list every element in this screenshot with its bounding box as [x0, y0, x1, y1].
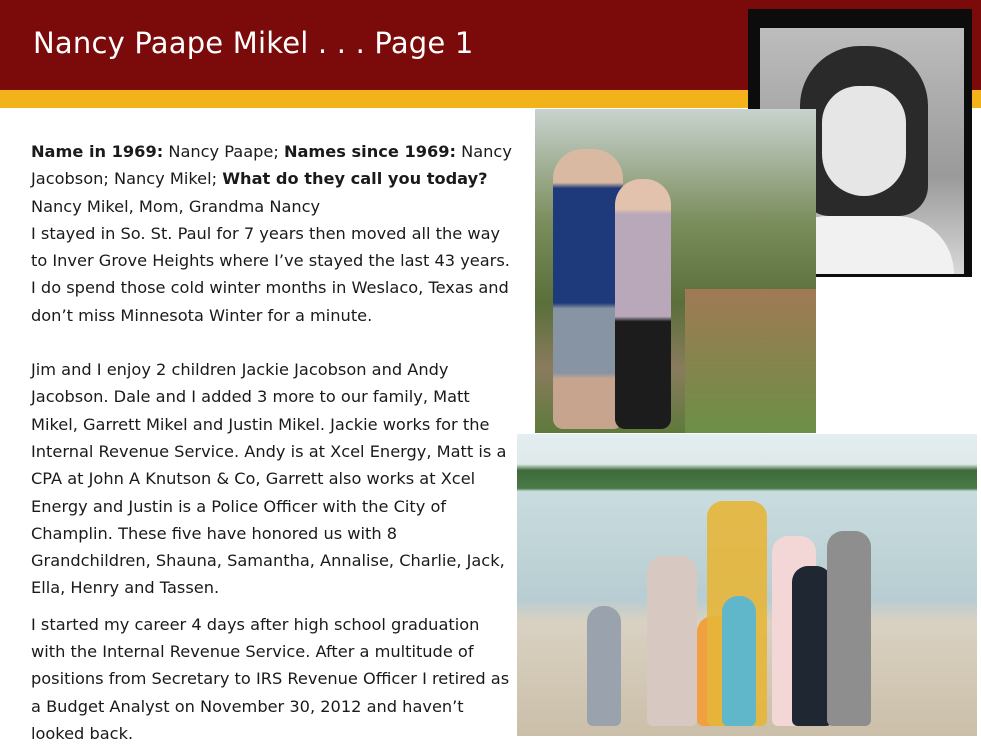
- career-paragraph: I started my career 4 days after high school graduation with the Internal Revenue Service. After a multitude of positions from Secretary to IRS Revenue Officer I retired as a Budget Analyst on November 30, 2012 and haven’t looked back.: [31, 614, 510, 743]
- names-since-label: Names since 1969:: [283, 142, 456, 161]
- page-title: Nancy Paape Mikel . . . Page 1: [33, 26, 474, 60]
- names-since-value: Nancy Jacobson; Nancy Mikel;: [31, 142, 512, 189]
- family-lake-photo: [517, 434, 977, 736]
- family-paragraph: Jim and I enjoy 2 children Jackie Jacobson and Andy Jacobson. Dale and I added 3 more to our family, Matt Mikel, Garrett Mikel and Justin Mikel. Jackie works for the Internal Revenue Service. Andy is at Xcel Energy, Matt is a CPA at John A Knutson & Co, Garrett also works at Xcel Energy and Justin is a Police Officer with the City of Champlin. These five have honored us with 8 Grandchildren, Shauna, Samantha, Annalise, Charlie, Jack, Ella, Henry and Tassen.: [31, 360, 507, 598]
- bio-text: [31, 138, 516, 747]
- name-1969-value: Nancy Paape;: [163, 142, 284, 161]
- name-1969-label: Name in 1969:: [31, 142, 164, 161]
- called-today-label: What do they call you today?: [222, 169, 488, 189]
- couple-photo: [535, 109, 816, 433]
- residence-paragraph: I stayed in So. St. Paul for 7 years then moved all the way to Inver Grove Heights where I’ve stayed the last 43 years. I do spend those cold winter months in Weslaco, Texas and don’t miss Minnesota Winter for a minute.: [31, 223, 510, 325]
- names-paragraph: [31, 138, 516, 220]
- called-today-value: Nancy Mikel, Mom, Grandma Nancy: [31, 196, 321, 216]
